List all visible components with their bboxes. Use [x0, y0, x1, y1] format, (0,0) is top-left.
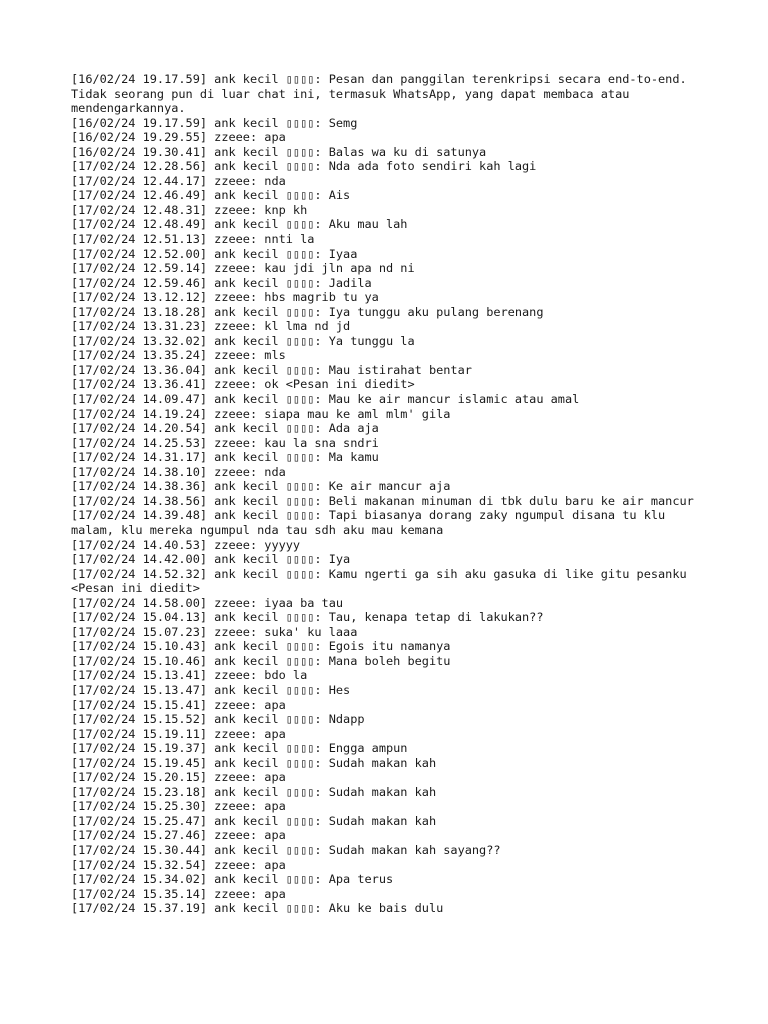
chat-line: [17/02/24 14.52.32] ank kecil ▯▯▯▯: Kamu ngerti ga sih aku gasuka di like gitu pesanku <Pesan ini diedit> — [71, 566, 694, 596]
chat-line: [17/02/24 15.13.41] zzeee: bdo la — [71, 668, 308, 683]
chat-line: [17/02/24 13.35.24] zzeee: mls — [71, 348, 286, 363]
chat-line: [17/02/24 15.37.19] ank kecil ▯▯▯▯: Aku ke bais dulu — [71, 901, 444, 916]
chat-line: [17/02/24 14.09.47] ank kecil ▯▯▯▯: Mau ke air mancur islamic atau amal — [71, 392, 580, 407]
chat-line: [17/02/24 15.35.14] zzeee: apa — [71, 886, 286, 901]
chat-line: [16/02/24 19.17.59] ank kecil ▯▯▯▯: Semg — [71, 115, 358, 130]
chat-line: [17/02/24 12.28.56] ank kecil ▯▯▯▯: Nda ada foto sendiri kah lagi — [71, 159, 537, 174]
chat-line: [17/02/24 13.36.41] zzeee: ok <Pesan ini diedit> — [71, 377, 415, 392]
chat-line: [17/02/24 15.15.41] zzeee: apa — [71, 697, 286, 712]
chat-line: [17/02/24 15.15.52] ank kecil ▯▯▯▯: Ndapp — [71, 712, 365, 727]
chat-line: [17/02/24 15.25.47] ank kecil ▯▯▯▯: Sudah makan kah — [71, 813, 437, 828]
chat-line: [17/02/24 12.46.49] ank kecil ▯▯▯▯: Ais — [71, 188, 351, 203]
chat-line: [17/02/24 14.38.56] ank kecil ▯▯▯▯: Beli makanan minuman di tbk dulu baru ke air mancur — [71, 493, 694, 508]
chat-line: [17/02/24 13.18.28] ank kecil ▯▯▯▯: Iya tunggu aku pulang berenang — [71, 304, 544, 319]
chat-line: [17/02/24 15.04.13] ank kecil ▯▯▯▯: Tau, kenapa tetap di lakukan?? — [71, 610, 544, 625]
chat-line: [17/02/24 12.48.31] zzeee: knp kh — [71, 202, 308, 217]
chat-line: [17/02/24 14.38.36] ank kecil ▯▯▯▯: Ke air mancur aja — [71, 479, 451, 494]
chat-line: [17/02/24 13.32.02] ank kecil ▯▯▯▯: Ya tunggu la — [71, 333, 415, 348]
chat-line: [17/02/24 15.07.23] zzeee: suka' ku laaa — [71, 624, 358, 639]
chat-line: [17/02/24 15.20.15] zzeee: apa — [71, 770, 286, 785]
chat-line: [17/02/24 15.34.02] ank kecil ▯▯▯▯: Apa terus — [71, 872, 394, 887]
chat-line: [17/02/24 15.13.47] ank kecil ▯▯▯▯: Hes — [71, 682, 351, 697]
chat-line: [17/02/24 15.23.18] ank kecil ▯▯▯▯: Sudah makan kah — [71, 784, 437, 799]
chat-line: [17/02/24 13.12.12] zzeee: hbs magrib tu ya — [71, 290, 379, 305]
chat-line: [17/02/24 15.27.46] zzeee: apa — [71, 828, 286, 843]
chat-line: [17/02/24 14.31.17] ank kecil ▯▯▯▯: Ma kamu — [71, 450, 379, 465]
chat-line: [16/02/24 19.29.55] zzeee: apa — [71, 130, 286, 145]
chat-line: [17/02/24 15.19.45] ank kecil ▯▯▯▯: Sudah makan kah — [71, 755, 437, 770]
chat-line: [17/02/24 13.31.23] zzeee: kl lma nd jd — [71, 319, 351, 334]
chat-line: [17/02/24 14.38.10] zzeee: nda — [71, 464, 286, 479]
chat-line: [17/02/24 12.51.13] zzeee: nnti la — [71, 232, 315, 247]
chat-line: [17/02/24 12.59.46] ank kecil ▯▯▯▯: Jadila — [71, 275, 372, 290]
chat-line: [17/02/24 14.39.48] ank kecil ▯▯▯▯: Tapi biasanya dorang zaky ngumpul disana tu klu malam, klu mereka ngumpul nda tau sdh aku mau kemana — [71, 508, 673, 537]
chat-line: [17/02/24 14.25.53] zzeee: kau la sna sndri — [71, 435, 379, 450]
chat-line: [17/02/24 15.30.44] ank kecil ▯▯▯▯: Sudah makan kah sayang?? — [71, 842, 501, 857]
chat-line: [17/02/24 12.52.00] ank kecil ▯▯▯▯: Iyaa — [71, 246, 358, 261]
chat-line: [17/02/24 12.59.14] zzeee: kau jdi jln apa nd ni — [71, 261, 415, 276]
chat-line: [17/02/24 15.19.11] zzeee: apa — [71, 726, 286, 741]
chat-line: [17/02/24 15.10.43] ank kecil ▯▯▯▯: Egois itu namanya — [71, 639, 451, 654]
chat-line: [16/02/24 19.17.59] ank kecil ▯▯▯▯: Pesan dan panggilan terenkripsi secara end-to-end. Tidak seorang pun di luar chat ini, termasuk WhatsApp, yang dapat membaca atau mendengarkannya. — [71, 72, 694, 116]
chat-line: [17/02/24 14.20.54] ank kecil ▯▯▯▯: Ada aja — [71, 421, 379, 436]
chat-line: [17/02/24 14.19.24] zzeee: siapa mau ke aml mlm' gila — [71, 406, 451, 421]
chat-line: [17/02/24 14.42.00] ank kecil ▯▯▯▯: Iya — [71, 552, 351, 567]
chat-line: [17/02/24 14.40.53] zzeee: yyyyy — [71, 537, 301, 552]
chat-line: [17/02/24 15.25.30] zzeee: apa — [71, 799, 286, 814]
chat-line: [16/02/24 19.30.41] ank kecil ▯▯▯▯: Balas wa ku di satunya — [71, 144, 487, 159]
chat-line: [17/02/24 13.36.04] ank kecil ▯▯▯▯: Mau istirahat bentar — [71, 362, 472, 377]
chat-line: [17/02/24 14.58.00] zzeee: iyaa ba tau — [71, 595, 344, 610]
chat-line: [17/02/24 15.32.54] zzeee: apa — [71, 857, 286, 872]
chat-line: [17/02/24 15.10.46] ank kecil ▯▯▯▯: Mana boleh begitu — [71, 653, 451, 668]
chat-line: [17/02/24 12.44.17] zzeee: nda — [71, 173, 286, 188]
chat-transcript — [71, 72, 703, 916]
chat-line: [17/02/24 12.48.49] ank kecil ▯▯▯▯: Aku mau lah — [71, 217, 408, 232]
chat-line: [17/02/24 15.19.37] ank kecil ▯▯▯▯: Engga ampun — [71, 741, 408, 756]
